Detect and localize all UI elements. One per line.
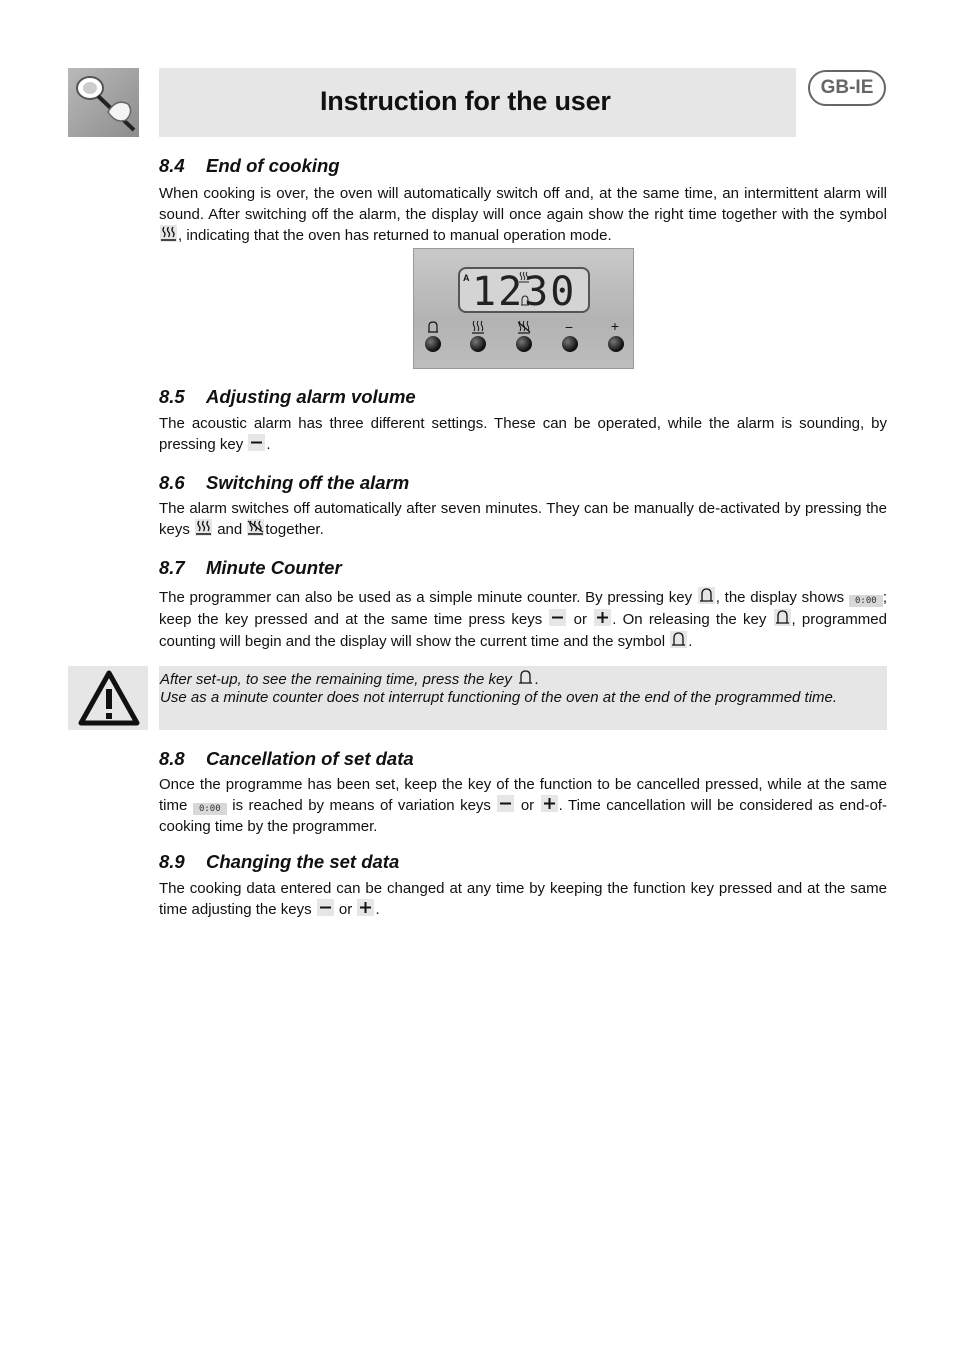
section-body-8-7 [159,587,887,653]
body-text: or [520,797,535,814]
plus-icon: + [610,318,620,334]
plus-icon [541,795,558,812]
section-body-8-8 [159,774,887,837]
body-text: The alarm switches off automatically after seven minutes. They can be manually de-activated by pressing the keys [159,500,887,538]
section-body-8-6 [159,498,887,540]
end-cooking-icon [517,320,531,334]
page-title: Instruction for the user [320,86,611,116]
body-text: , the display shows [715,589,845,606]
body-text: When cooking is over, the oven will automatically switch off and, at the same time, an intermittent alarm will sound. After switching off the alarm, the display will once again show the right time together with the symbol [159,185,887,223]
body-text: or [338,901,353,918]
bell-icon [698,587,715,604]
section-number: 8.8 [159,748,185,769]
bell-icon [517,669,534,686]
section-number: 8.9 [159,851,185,872]
warning-text: After set-up, to see the remaining time, press the key [160,671,512,688]
section-number: 8.5 [159,386,185,407]
body-text: . Time cancellation will be considered as end-of-cooking time by the programmer. [159,797,887,835]
bell-knob[interactable] [425,336,441,352]
lcd-time-value: 1230 [472,269,577,315]
warning-line-1 [160,669,539,689]
section-number: 8.4 [159,155,185,176]
minus-icon [549,609,566,626]
warning-note [159,666,887,730]
section-body-8-5 [159,413,887,455]
body-text: is reached by means of variation keys [232,797,491,814]
section-title: End of cooking [206,155,340,176]
minus-icon [497,795,514,812]
section-heading-8-8 [159,748,414,770]
body-text: . [375,901,380,918]
plus-icon [357,899,374,916]
section-heading-8-9 [159,851,399,873]
cooking-steam-icon [160,225,177,242]
warning-triangle-icon [78,670,140,726]
body-text: Once the programme has been set, keep the key of the function to be cancelled pressed, while at the same time [159,776,887,814]
end-cooking-icon [247,519,264,536]
bell-icon [670,631,687,648]
programmer-panel [413,248,634,369]
body-text: , programmed counting will begin and the display will show the current time and the symbol [159,611,887,650]
section-heading-8-7 [159,557,342,579]
body-text: together. [265,521,324,538]
cooking-steam-icon [471,320,485,334]
section-heading-8-4 [159,155,340,177]
body-text: . On releasing the key [612,611,767,628]
plus-icon [594,609,611,626]
body-text: The acoustic alarm has three different settings. These can be operated, while the alarm is sounding, by pressing key [159,415,887,453]
cooking-knob[interactable] [470,336,486,352]
lcd-display [458,267,590,313]
section-number: 8.6 [159,472,185,493]
warning-icon-box [68,666,148,730]
section-title: Changing the set data [206,851,400,872]
end-cooking-knob[interactable] [516,336,532,352]
body-text: ; keep the key pressed and at the same time press keys [159,589,888,628]
body-text: The cooking data entered can be changed at any time by keeping the function key pressed and at the same time adjusting the keys [159,880,887,918]
minus-icon: − [564,319,574,335]
bell-icon [774,609,791,626]
section-title: Cancellation of set data [206,748,414,769]
warning-text: . [535,671,540,688]
section-heading-8-5 [159,386,416,408]
bell-icon [520,295,530,307]
section-number: 8.7 [159,557,185,578]
region-badge: GB-IE [808,70,886,106]
body-text: The programmer can also be used as a simple minute counter. By pressing key [159,589,693,606]
cooking-steam-icon [195,519,212,536]
minus-knob[interactable] [562,336,578,352]
section-heading-8-6 [159,472,409,494]
warning-line-2: Use as a minute counter does not interrupt functioning of the oven at the end of the programmed time. [160,689,838,706]
section-body-8-4 [159,183,887,246]
section-title: Minute Counter [206,557,342,578]
bell-icon [427,321,439,334]
body-text: , indicating that the oven has returned to manual operation mode. [178,227,612,244]
body-text: and [217,521,243,538]
display-zero-chip: 0:00 [849,595,883,607]
display-zero-chip: 0:00 [193,803,227,815]
section-body-8-9 [159,878,887,920]
cooking-steam-icon [518,271,530,283]
section-title: Switching off the alarm [206,472,410,493]
minus-icon [248,434,265,451]
chef-spoon-logo-icon [68,68,139,137]
body-text: or [573,611,587,628]
plus-knob[interactable] [608,336,624,352]
body-text: . [688,633,693,650]
minus-icon [317,899,334,916]
title-bar [159,68,796,137]
auto-flag: A [463,273,470,283]
section-title: Adjusting alarm volume [206,386,416,407]
body-text: . [266,436,271,453]
